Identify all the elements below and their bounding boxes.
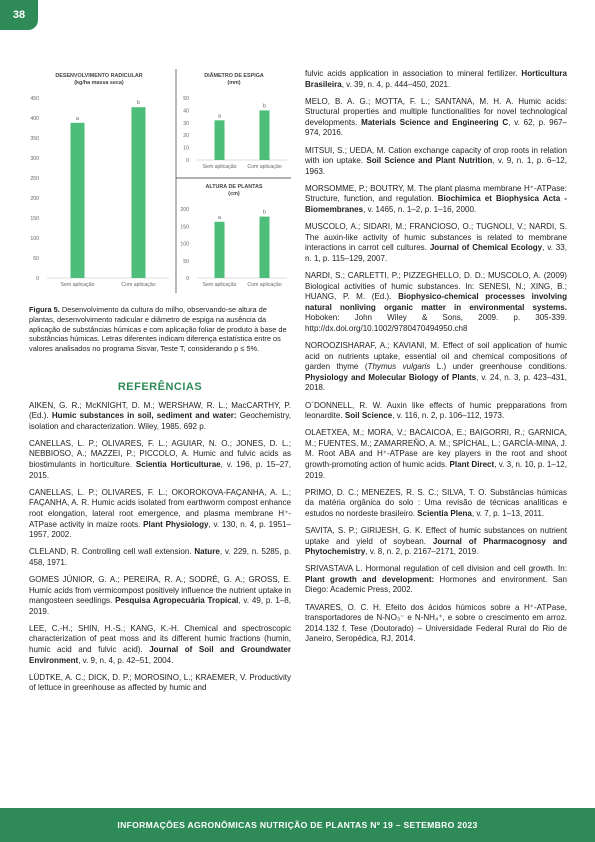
reference-post: , v. 3, n. 10, p. 1–12, 2019. <box>305 460 568 480</box>
bar-significance-label: b <box>263 209 266 216</box>
reference-bold: Humic substances in soil, sediment and water: <box>51 411 237 421</box>
x-tick-label: Com aplicação <box>247 164 282 170</box>
caption-text: Desenvolvimento da cultura do milho, observando-se altura de plantas, desenvolvimento radicular e diâmetro de espiga na ausência da aplicação de substâncias húmicas e com aplicação foliar de produto à base de substâncias húmicas. Letras diferentes indicam diferença estatística entre os valores analisados no programa Sisvar, Teste T, considerando p ≤ 5%. <box>29 305 287 354</box>
y-tick-label: 0 <box>186 276 189 282</box>
reference-pre: MORSOMME, P.; BOUTRY, M. The plant plasma membrane H⁺-ATPase: Structure, function, and regulation. <box>305 183 567 204</box>
chart-title: DESENVOLVIMENTO RADICULAR <box>55 73 143 79</box>
y-tick-label: 0 <box>186 158 189 164</box>
y-tick-label: 450 <box>30 96 39 102</box>
reference-item <box>29 439 291 481</box>
reference-pre: AIKEN, G. R.; McKNIGHT, D. M.; WERSHAW, R. L.; MacCARTHY, P. (Ed.). <box>29 400 291 421</box>
reference-pre: CANELLAS, L. P.; OLIVARES, F. L.; OKOROKOVA-FAÇANHA, A. L.; FAÇANHA, A. R. Humic acids isolated from earthworm compost enhance root elongation, lateral root emergence, and plasma membrane H⁺-ATPase activity in maize roots. <box>29 487 291 529</box>
bar <box>260 110 270 160</box>
reference-post: , v. 9, n. 4, p. 42–51, 2004. <box>78 655 174 665</box>
bar-significance-label: a <box>76 115 79 122</box>
reference-post: , v. 49, p. 1–8, 2019. <box>29 596 291 616</box>
y-tick-label: 100 <box>180 241 189 248</box>
reference-item <box>305 146 567 178</box>
reference-post: Geochemistry, isolation and characterization. Wiley, 1985. 692 p. <box>29 411 291 431</box>
y-tick-label: 200 <box>30 196 39 202</box>
chart-subtitle: (cm) <box>228 191 240 197</box>
reference-pre: OLAETXEA, M.; MORA, V.; BACAICOA, E.; BAIGORRI, R.; GARNICA, M.; FUENTES, M.; ZAMARREÑO, A. M.; SPÍCHAL, L.; GARCÍA-MINA, J. M. Root ABA and H⁺-ATPase are key players in the root and shoot growth-promoting action of humic acids. <box>305 428 568 469</box>
chart-subtitle: (kg/ha massa seca) <box>74 80 124 86</box>
x-tick-label: Sem aplicação <box>60 282 95 288</box>
reference-item <box>305 69 567 90</box>
section-title-references: REFERÊNCIAS <box>117 381 203 393</box>
reference-bold: Biochimica et Biophysica Acta - Biomembranes <box>305 194 567 215</box>
reference-pre: SRIVASTAVA L. Hormonal regulation of cell division and cell growth. In: <box>305 564 567 574</box>
reference-bold: Journal of Pharmacognosy and Phytochemistry <box>305 536 568 557</box>
chart-plant-height <box>180 184 287 288</box>
reference-post: , v. 116, n. 2, p. 106–112, 1973. <box>392 411 505 421</box>
reference-pre: fulvic acids application in association to mineral fertilizer. <box>305 69 522 78</box>
reference-pre: PRIMO, D. C.; MENEZES, R. S. C.; SILVA, T. O. Substâncias húmicas da matéria orgânica do solo : Uma revisão de técnicas analíticas e estudos no nordeste brasileiro. <box>305 487 567 518</box>
chart-ear-diameter <box>183 72 287 170</box>
reference-item <box>305 488 567 520</box>
reference-bold: Plant Direct <box>449 460 495 469</box>
reference-bold: Soil Science and Plant Nutrition <box>366 156 493 166</box>
reference-pre: LÜDTKE, A. C.; DICK, D. P.; MOROSINO, L.; KRAEMER, V. Productivity of lettuce in greenhouse as affected by humic and <box>29 672 291 693</box>
reference-item <box>305 97 567 139</box>
reference-item <box>29 488 291 541</box>
reference-post: , v. 8, n. 2, p. 2167–2171, 2019. <box>365 547 479 557</box>
y-tick-label: 150 <box>180 224 189 231</box>
reference-pre: TAVARES, O. C. H. Efeito dos ácidos húmicos sobre a H⁺-ATPase, transportadores de N-NO₃⁻ e N-NH₄⁺, e sobre o crescimento em arroz. <box>305 602 567 623</box>
x-tick-label: Com aplicação <box>121 282 156 288</box>
reference-post: , v. 7, p. 1–13, 2011. <box>471 508 545 518</box>
reference-bold: Journal of Soil and Groundwater Environment <box>29 644 291 665</box>
reference-pre: NOROOZISHARAF, A.; KAVIANI, M. Effect of soil application of humic acid on nutrients uptake, essential oil and chemical compositions of garden thyme ( <box>305 341 567 372</box>
reference-post: , v. 24, n. 3, p. 423–431, 2018. <box>305 372 567 393</box>
figure-5-charts <box>29 69 291 299</box>
y-tick-label: 50 <box>183 258 189 265</box>
references-left-column <box>29 382 291 700</box>
y-tick-label: 40 <box>183 108 189 115</box>
reference-post: 2014.132 f. Tese (Doutorado) – Universidade Federal Rural do Rio de Janeiro, Seropédica, RJ, 2014. <box>305 623 567 644</box>
reference-item <box>29 547 291 568</box>
reference-post: , v. 130, n. 4, p. 1951–1957, 2002. <box>29 519 292 540</box>
reference-bold: Materials Science and Engineering C <box>361 117 509 127</box>
references-right-column <box>305 69 567 651</box>
y-tick-label: 0 <box>36 276 39 282</box>
bar-significance-label: a <box>218 214 221 221</box>
reference-pre: LEE, C.-H.; SHIN, H.-S.; KANG, K.-H. Chemical and spectroscopic characterization of peat moss and its different humic fractions (humin, humic acid and fulvic acid). <box>29 623 291 654</box>
reference-bold: Nature <box>194 547 220 557</box>
y-tick-label: 350 <box>30 136 39 142</box>
reference-post: Hormones and environment. San Diego: Academic Press, 2002. <box>305 574 567 595</box>
reference-pre: MITSUI, S.; UEDA, M. Cation exchange capacity of crop roots in relation with ion uptake. <box>305 145 567 166</box>
reference-bold: Scientia Horticulturae <box>135 460 221 470</box>
reference-pre: NARDI, S.; CARLETTI, P.; PIZZEGHELLO, D. D.; MUSCOLO, A. (2009) Biological activities of humic substances. In: SENESI, N.; XING, B.; HUANG, P. M. (Ed.). <box>305 271 567 302</box>
bar <box>215 222 225 278</box>
reference-bold: Soil Science <box>344 411 393 421</box>
reference-post: , v. 62, p. 967–974, 2016. <box>305 117 567 138</box>
reference-bold: Scientia Plena <box>417 508 472 518</box>
bar <box>260 217 270 278</box>
reference-pre: MUSCOLO, A.; SIDARI, M.; FRANCIOSO, O.; TUGNOLI, V.; NARDI, S. The auxin-like activity of humic substances is related to membrane interactions in carrot cell cultures. <box>305 222 567 253</box>
bar <box>132 107 146 278</box>
reference-pre: SAVITA, S. P.; GIRIJESH, G. K. Effect of humic substances on nutrient uptake and yield of soybean. <box>305 525 567 546</box>
reference-bold: Horticultura Brasileira <box>305 69 567 89</box>
x-tick-label: Sem aplicação <box>202 164 237 170</box>
y-tick-label: 200 <box>180 207 189 213</box>
y-tick-label: 300 <box>30 156 39 162</box>
chart-root-development <box>30 73 169 288</box>
y-tick-label: 30 <box>183 120 189 127</box>
reference-italic: Thymus vulgaris <box>367 362 431 372</box>
reference-post: , v. 39, n. 4, p. 444–450, 2021. <box>341 79 451 89</box>
y-tick-label: 50 <box>33 256 39 262</box>
reference-mid: L.) under greenhouse conditions. <box>430 362 567 372</box>
chart-subtitle: (mm) <box>227 80 241 86</box>
chart-title: ALTURA DE PLANTAS <box>205 184 263 190</box>
reference-pre: CANELLAS, L. P.; OLIVARES, F. L.; AGUIAR, N. O.; JONES, D. L.; NEBBIOSO, A.; MAZZEI, P.; PICCOLO, A. Humic and fulvic acids as biostimulants in horticulture. <box>29 438 291 470</box>
bar-significance-label: b <box>263 103 266 110</box>
bar-significance-label: a <box>218 113 221 120</box>
reference-pre: GOMES JÚNIOR, G. A.; PEREIRA, R. A.; SODRÉ, G. A.; GROSS, E. Humic acids from vermicompost positively influence the nutrient uptake in mangosteen seedlings. <box>29 574 291 606</box>
reference-post: Hoboken: John Wiley & Sons, 2009. p. 305-339. http://dx.doi.org/10.1002/9780470494950.ch8 <box>305 313 567 333</box>
reference-item <box>305 401 567 422</box>
reference-post: , v. 9, n. 1, p. 6–12, 1963. <box>305 156 567 176</box>
reference-item <box>305 271 567 335</box>
reference-bold: Plant Physiology <box>143 519 209 529</box>
reference-item <box>305 184 567 216</box>
y-tick-label: 50 <box>183 96 189 102</box>
bar <box>71 123 85 278</box>
reference-item <box>305 428 567 481</box>
figure-caption <box>29 305 291 354</box>
reference-pre: MELO, B. A. G.; MOTTA, F. L.; SANTANA, M. H. A. Humic acids: Structural properties and multiple functionalities for novel technological developments. <box>305 96 567 127</box>
reference-post: , v. 229, n. 5285, p. 458, 1971. <box>29 547 292 567</box>
reference-item <box>305 341 567 394</box>
x-tick-label: Sem aplicação <box>202 282 237 288</box>
reference-pre: CLELAND, R. Controlling cell wall extension. <box>29 547 195 557</box>
reference-bold: Plant growth and development: <box>305 574 435 584</box>
y-tick-label: 400 <box>30 116 39 122</box>
reference-item <box>305 222 567 264</box>
reference-bold: Journal of Chemical Ecology <box>429 243 543 253</box>
caption-label: Figura 5. <box>29 305 60 314</box>
bar-significance-label: b <box>137 100 140 107</box>
reference-post: , v. 33, n. 1, p. 115–129, 2007. <box>305 243 567 263</box>
y-tick-label: 10 <box>183 145 189 152</box>
reference-bold: Physiology and Molecular Biology of Plants <box>305 372 477 382</box>
reference-item <box>29 624 291 666</box>
reference-post: , v. 1465, n. 1–2, p. 1–16, 2000. <box>363 205 477 215</box>
bar <box>215 120 225 160</box>
footer-bar: INFORMAÇÕES AGRONÔMICAS NUTRIÇÃO DE PLANTAS Nº 19 – SETEMBRO 2023 <box>0 808 595 842</box>
y-tick-label: 20 <box>183 133 189 140</box>
reference-item <box>29 401 291 433</box>
page-number: 38 <box>0 0 38 30</box>
reference-item <box>305 603 567 645</box>
reference-item <box>305 526 567 558</box>
chart-title: DIÂMETRO DE ESPIGA <box>204 73 264 79</box>
y-tick-label: 100 <box>30 236 39 242</box>
y-tick-label: 250 <box>30 176 39 182</box>
reference-item <box>305 564 567 596</box>
reference-pre: O´DONNELL, R. W. Auxin like effects of humic prepparations from leonardite. <box>305 400 567 421</box>
x-tick-label: Com aplicação <box>247 282 282 288</box>
reference-item <box>29 673 291 694</box>
y-tick-label: 150 <box>30 216 39 222</box>
reference-bold: Pesquisa Agropecuária Tropical <box>115 596 239 606</box>
reference-post: , v. 196, p. 15–27, 2015. <box>29 460 291 480</box>
reference-bold: Biophysico-chemical processes involving natural nonliving organic matter in environmental systems. <box>305 292 567 312</box>
reference-item <box>29 575 291 617</box>
